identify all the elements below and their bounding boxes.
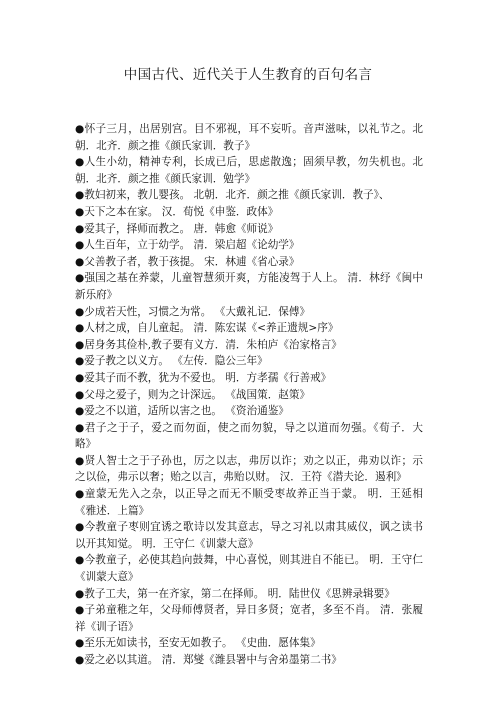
- quote-entry: ●至乐无如读书，至安无如教子。 《史曲．愿体集》: [75, 637, 321, 650]
- quote-entry: ●人生百年，立于幼学。 清．梁启超《论幼学》: [75, 239, 300, 252]
- quote-entry: ●今教童子，必使其趋向鼓舞，中心喜悦，则其进自不能已。 明．王守仁《训蒙大意》: [75, 554, 423, 584]
- quote-entry: ●父善教子者，教于孩提。 宋．林逋《省心录》: [75, 255, 300, 268]
- quote-entry: ●爱之不以道，适所以害之也。 《资治通鉴》: [75, 405, 289, 418]
- quote-entry: ●爱其子而不教，犹为不爱也。 明．方孝孺《行善戒》: [75, 371, 332, 384]
- quote-entry: ●强国之基在养蒙，儿童智慧须开爽，方能凌驾于人上。 清．林纾《闽中新乐府》: [75, 272, 423, 301]
- quote-entry: ●子弟童稚之年，父母师傅贤者，异日多贤；宽者，多至不肖。 清．张履祥《训子语》: [75, 604, 423, 633]
- quote-entry: ●父母之爱子，则为之计深远。 《战国策．赵策》: [75, 388, 311, 401]
- quote-entry: ●教妇初来，教儿婴孩。 北朝．北齐．颜之推《颜氏家训．教子》、: [75, 189, 390, 202]
- quote-entry: ●怀子三月，出居别宫。目不邪视，耳不妄听。音声滋味，以礼节之。北朝．北齐．颜之推《颜氏家训．教子》: [75, 123, 423, 152]
- quote-entry: ●爱子教之以义方。 《左传．隐公三年》: [75, 355, 268, 368]
- quote-entry: ●少成若天性，习惯之为常。 《大戴礼记．保傅》: [75, 305, 311, 318]
- quote-entry: ●今教童子枣则宜诱之歌诗以发其意志，导之习礼以肃其威仪，讽之读书以开其知觉。 明．王守仁《训蒙大意》: [75, 521, 423, 550]
- quote-entry: ●爱之必以其道。 清．郑燮《潍县署中与舍弟墨第二书》: [75, 654, 342, 666]
- quote-list: [75, 121, 423, 669]
- quote-entry: ●教子工夫，第一在齐家，第二在择师。 明．陆世仪《思辨录辑要》: [75, 587, 395, 600]
- quote-entry: ●爱其子，择师而教之。 唐．韩愈《师说》: [75, 222, 279, 235]
- quote-entry: ●天下之本在家。 汉．荀悦《申鉴．政体》: [75, 205, 279, 218]
- quote-entry: ●君子之于子，爱之而勿面，使之而勿貌，导之以道而勿强。《荀子．大略》: [75, 421, 423, 451]
- quote-entry: ●人材之成，自儿童起。 清．陈宏谋《<养正遗规>序》: [75, 322, 339, 335]
- document-title: 中国古代、近代关于人生教育的百句名言: [123, 67, 373, 83]
- quote-entry: ●人生小幼，精神专利，长成已后，思虑散逸；固须早教，勿失机也。北朝．北齐．颜之推《颜氏家训．勉学》: [75, 156, 423, 185]
- quote-entry: ●贤人智士之于子孙也，厉之以志，弗厉以诈；劝之以正，弗劝以诈；示之以俭，弗示以奢；贻之以言，弗贻以财。 汉．王符《潜夫论．遏利》: [75, 454, 423, 484]
- quote-entry: ●童蒙无先入之杂，以正导之而无不顺受枣故养正当于蒙。 明．王延相《雅述．上篇》: [75, 488, 423, 517]
- quote-entry: ●居身务其俭朴,教子要有义方．清．朱柏庐《治家格言》: [75, 338, 342, 351]
